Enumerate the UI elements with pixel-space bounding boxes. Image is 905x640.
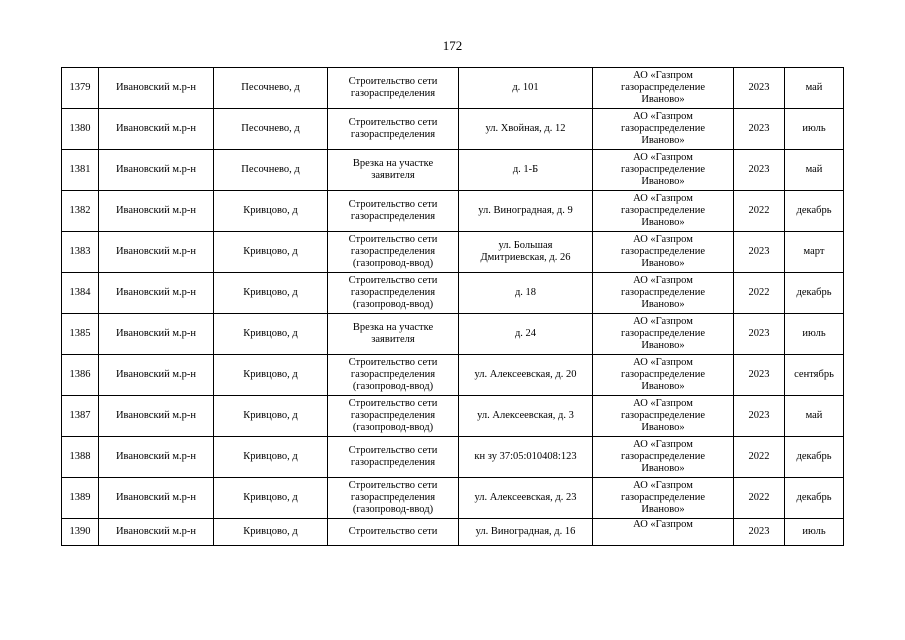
operator-cell-line: Иваново»	[641, 381, 685, 392]
district-cell: Ивановский м.р-н	[99, 273, 214, 314]
row-number-cell: 1384	[62, 273, 99, 314]
table-row	[62, 232, 844, 273]
address-cell-line: ул. Хвойная, д. 12	[485, 123, 566, 134]
row-number-cell: 1385	[62, 314, 99, 355]
operator-cell	[593, 478, 734, 519]
table-row	[62, 396, 844, 437]
work-type-cell	[328, 232, 459, 273]
address-cell	[459, 191, 593, 232]
row-number-cell: 1381	[62, 150, 99, 191]
address-cell-line: кн зу 37:05:010408:123	[474, 451, 577, 462]
work-type-cell-line: (газопровод-ввод)	[352, 381, 434, 392]
work-type-cell-line: Строительство сети	[348, 117, 438, 128]
operator-cell	[593, 396, 734, 437]
month-cell: декабрь	[785, 478, 844, 519]
work-type-cell	[328, 109, 459, 150]
month-cell: июль	[785, 314, 844, 355]
operator-cell-line: АО «Газпром	[633, 275, 693, 286]
operator-cell-line: АО «Газпром	[633, 152, 693, 163]
work-type-cell-line: Строительство сети	[348, 357, 438, 368]
table-row	[62, 150, 844, 191]
work-type-cell-line: газораспределения	[350, 410, 436, 421]
operator-cell-line: газораспределение	[620, 287, 706, 298]
address-cell	[459, 437, 593, 478]
year-cell: 2023	[734, 232, 785, 273]
district-cell: Ивановский м.р-н	[99, 150, 214, 191]
operator-cell-line: Иваново»	[641, 258, 685, 269]
address-cell-line: ул. Большая	[498, 240, 553, 251]
operator-cell-line: Иваново»	[641, 94, 685, 105]
operator-cell-line: газораспределение	[620, 164, 706, 175]
operator-cell-line: газораспределение	[620, 369, 706, 380]
operator-cell-line: Иваново»	[641, 422, 685, 433]
settlement-cell: Песочнево, д	[214, 109, 328, 150]
address-cell	[459, 150, 593, 191]
operator-cell-line: газораспределение	[620, 328, 706, 339]
settlement-cell: Песочнево, д	[214, 68, 328, 109]
month-cell: декабрь	[785, 437, 844, 478]
settlement-cell: Кривцово, д	[214, 519, 328, 546]
work-type-cell-line: (газопровод-ввод)	[352, 299, 434, 310]
address-cell	[459, 109, 593, 150]
gas-network-table	[61, 67, 844, 546]
year-cell: 2023	[734, 109, 785, 150]
work-type-cell-line: Строительство сети	[348, 445, 438, 456]
address-cell	[459, 519, 593, 546]
work-type-cell	[328, 396, 459, 437]
work-type-cell-line: заявителя	[371, 334, 415, 345]
work-type-cell-line: Врезка на участке	[352, 158, 434, 169]
year-cell: 2022	[734, 437, 785, 478]
work-type-cell-line: Строительство сети	[348, 275, 438, 286]
operator-cell	[593, 519, 734, 546]
table-row	[62, 478, 844, 519]
table-row	[62, 355, 844, 396]
month-cell: июль	[785, 109, 844, 150]
operator-cell-line: АО «Газпром	[633, 519, 693, 530]
district-cell: Ивановский м.р-н	[99, 437, 214, 478]
operator-cell	[593, 355, 734, 396]
operator-cell	[593, 191, 734, 232]
settlement-cell: Кривцово, д	[214, 478, 328, 519]
operator-cell	[593, 314, 734, 355]
address-cell-line: ул. Алексеевская, д. 23	[474, 492, 577, 503]
operator-cell-line: Иваново»	[641, 135, 685, 146]
work-type-cell-line: Строительство сети	[348, 234, 438, 245]
table-row	[62, 273, 844, 314]
work-type-cell-line: газораспределения	[350, 369, 436, 380]
address-cell-line: д. 1-Б	[512, 164, 539, 175]
settlement-cell: Кривцово, д	[214, 232, 328, 273]
work-type-cell-line: Строительство сети	[348, 480, 438, 491]
year-cell: 2023	[734, 150, 785, 191]
address-cell	[459, 355, 593, 396]
settlement-cell: Кривцово, д	[214, 314, 328, 355]
operator-cell-line: газораспределение	[620, 492, 706, 503]
work-type-cell	[328, 68, 459, 109]
work-type-cell-line: Строительство сети	[348, 526, 438, 537]
operator-cell-line: АО «Газпром	[633, 193, 693, 204]
address-cell	[459, 478, 593, 519]
page-number: 172	[442, 38, 463, 53]
district-cell: Ивановский м.р-н	[99, 355, 214, 396]
operator-cell-line: газораспределение	[620, 451, 706, 462]
row-number-cell: 1388	[62, 437, 99, 478]
year-cell: 2022	[734, 478, 785, 519]
month-cell: июль	[785, 519, 844, 546]
year-cell: 2022	[734, 191, 785, 232]
work-type-cell-line: газораспределения	[350, 246, 436, 257]
district-cell: Ивановский м.р-н	[99, 314, 214, 355]
operator-cell	[593, 109, 734, 150]
table-body	[62, 68, 844, 546]
work-type-cell-line: (газопровод-ввод)	[352, 422, 434, 433]
operator-cell-line: АО «Газпром	[633, 111, 693, 122]
year-cell: 2023	[734, 355, 785, 396]
row-number-cell: 1389	[62, 478, 99, 519]
work-type-cell	[328, 191, 459, 232]
table-row	[62, 437, 844, 478]
year-cell: 2023	[734, 396, 785, 437]
address-cell-line: Дмитриевская, д. 26	[480, 252, 571, 263]
address-cell-line: ул. Алексеевская, д. 20	[474, 369, 577, 380]
settlement-cell: Кривцово, д	[214, 191, 328, 232]
table-row	[62, 519, 844, 546]
operator-cell-line: Иваново»	[641, 299, 685, 310]
operator-cell-line: газораспределение	[620, 410, 706, 421]
table-row	[62, 109, 844, 150]
operator-cell	[593, 437, 734, 478]
settlement-cell: Кривцово, д	[214, 355, 328, 396]
month-cell: декабрь	[785, 191, 844, 232]
work-type-cell-line: газораспределения	[350, 88, 436, 99]
district-cell: Ивановский м.р-н	[99, 519, 214, 546]
operator-cell-line: Иваново»	[641, 504, 685, 515]
month-cell: март	[785, 232, 844, 273]
row-number-cell: 1382	[62, 191, 99, 232]
row-number-cell: 1383	[62, 232, 99, 273]
work-type-cell-line: газораспределения	[350, 457, 436, 468]
work-type-cell-line: газораспределения	[350, 211, 436, 222]
work-type-cell	[328, 478, 459, 519]
table-row	[62, 191, 844, 232]
work-type-cell-line: (газопровод-ввод)	[352, 504, 434, 515]
district-cell: Ивановский м.р-н	[99, 191, 214, 232]
address-cell-line: д. 18	[514, 287, 537, 298]
row-number-cell: 1380	[62, 109, 99, 150]
operator-cell-line: Иваново»	[641, 340, 685, 351]
work-type-cell-line: газораспределения	[350, 129, 436, 140]
address-cell-line: д. 24	[514, 328, 537, 339]
address-cell	[459, 232, 593, 273]
address-cell	[459, 314, 593, 355]
work-type-cell-line: Строительство сети	[348, 398, 438, 409]
operator-cell-line: газораспределение	[620, 246, 706, 257]
operator-cell-line: газораспределение	[620, 82, 706, 93]
operator-cell-line: АО «Газпром	[633, 398, 693, 409]
operator-cell	[593, 232, 734, 273]
work-type-cell	[328, 437, 459, 478]
work-type-cell	[328, 519, 459, 546]
operator-cell	[593, 150, 734, 191]
district-cell: Ивановский м.р-н	[99, 68, 214, 109]
month-cell: сентябрь	[785, 355, 844, 396]
district-cell: Ивановский м.р-н	[99, 478, 214, 519]
row-number-cell: 1386	[62, 355, 99, 396]
address-cell-line: ул. Виноградная, д. 9	[478, 205, 573, 216]
operator-cell-line: АО «Газпром	[633, 316, 693, 327]
work-type-cell	[328, 314, 459, 355]
operator-cell-line: АО «Газпром	[633, 234, 693, 245]
address-cell	[459, 396, 593, 437]
operator-cell-line: Иваново»	[641, 463, 685, 474]
operator-cell-line: газораспределение	[620, 123, 706, 134]
address-cell	[459, 68, 593, 109]
work-type-cell	[328, 150, 459, 191]
settlement-cell: Кривцово, д	[214, 273, 328, 314]
work-type-cell-line: газораспределения	[350, 287, 436, 298]
address-cell-line: д. 101	[512, 82, 539, 93]
settlement-cell: Кривцово, д	[214, 396, 328, 437]
operator-cell-line: АО «Газпром	[633, 357, 693, 368]
year-cell: 2023	[734, 519, 785, 546]
operator-cell-line: Иваново»	[641, 176, 685, 187]
work-type-cell-line: Врезка на участке	[352, 322, 434, 333]
district-cell: Ивановский м.р-н	[99, 109, 214, 150]
district-cell: Ивановский м.р-н	[99, 232, 214, 273]
operator-cell-line: АО «Газпром	[633, 480, 693, 491]
table-row	[62, 314, 844, 355]
year-cell: 2022	[734, 273, 785, 314]
operator-cell-line: АО «Газпром	[633, 70, 693, 81]
settlement-cell: Кривцово, д	[214, 437, 328, 478]
settlement-cell: Песочнево, д	[214, 150, 328, 191]
row-number-cell: 1390	[62, 519, 99, 546]
work-type-cell-line: Строительство сети	[348, 199, 438, 210]
row-number-cell: 1387	[62, 396, 99, 437]
month-cell: май	[785, 150, 844, 191]
district-cell: Ивановский м.р-н	[99, 396, 214, 437]
year-cell: 2023	[734, 68, 785, 109]
work-type-cell-line: Строительство сети	[348, 76, 438, 87]
month-cell: май	[785, 68, 844, 109]
operator-cell	[593, 273, 734, 314]
address-cell-line: ул. Виноградная, д. 16	[475, 526, 576, 537]
month-cell: май	[785, 396, 844, 437]
operator-cell-line: газораспределение	[620, 205, 706, 216]
row-number-cell: 1379	[62, 68, 99, 109]
operator-cell	[593, 68, 734, 109]
address-cell	[459, 273, 593, 314]
year-cell: 2023	[734, 314, 785, 355]
address-cell-line: ул. Алексеевская, д. 3	[477, 410, 574, 421]
work-type-cell-line: заявителя	[371, 170, 415, 181]
operator-cell-line: АО «Газпром	[633, 439, 693, 450]
table-row	[62, 68, 844, 109]
work-type-cell-line: (газопровод-ввод)	[352, 258, 434, 269]
work-type-cell	[328, 355, 459, 396]
work-type-cell-line: газораспределения	[350, 492, 436, 503]
operator-cell-line: Иваново»	[641, 217, 685, 228]
work-type-cell	[328, 273, 459, 314]
month-cell: декабрь	[785, 273, 844, 314]
